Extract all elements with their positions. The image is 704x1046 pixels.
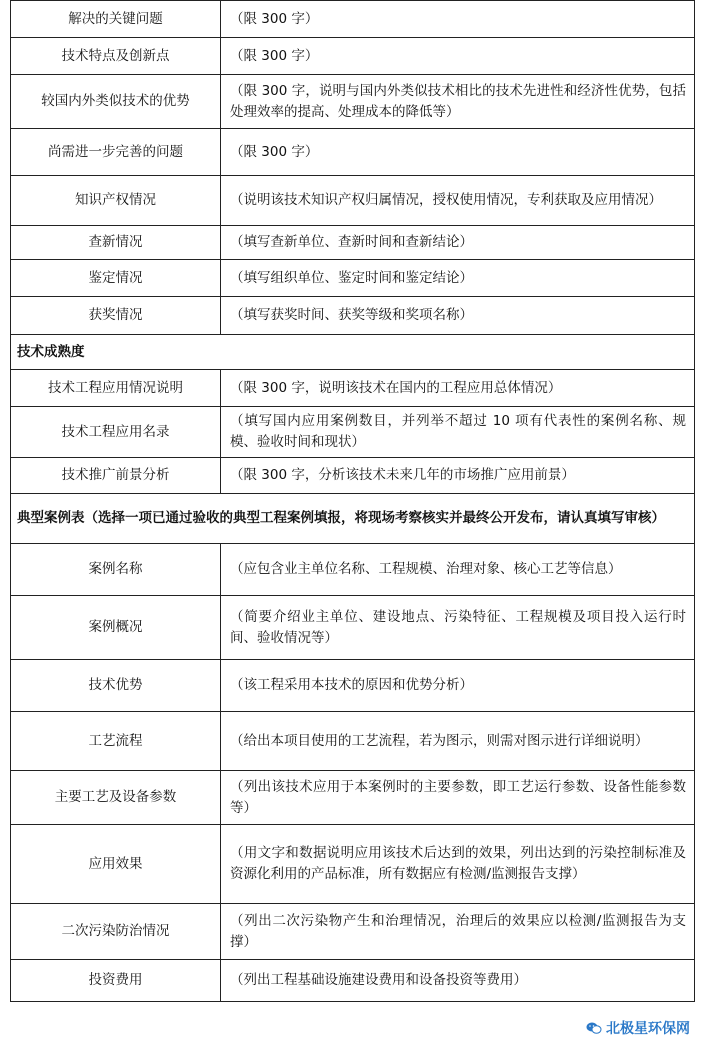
table-row (11, 297, 695, 335)
field-label: 案例名称 (11, 544, 221, 596)
field-label: 主要工艺及设备参数 (11, 771, 221, 825)
field-value: （限 300 字） (221, 129, 695, 176)
field-value: （填写国内应用案例数目，并列举不超过 10 项有代表性的案例名称、规模、验收时间和现状） (221, 407, 695, 458)
field-value: （简要介绍业主单位、建设地点、污染特征、工程规模及项目投入运行时间、验收情况等） (221, 596, 695, 660)
table-row (11, 544, 695, 596)
field-value: （列出工程基础设施建设费用和设备投资等费用） (221, 960, 695, 1002)
table-row (11, 596, 695, 660)
form-table (10, 0, 695, 1002)
field-label: 应用效果 (11, 825, 221, 904)
field-value: （限 300 字，分析该技术未来几年的市场推广应用前景） (221, 458, 695, 494)
table-row (11, 904, 695, 960)
table-row (11, 771, 695, 825)
watermark-text: 北极星环保网 (606, 1021, 690, 1037)
table-row (11, 660, 695, 712)
field-value: （填写组织单位、鉴定时间和鉴定结论） (221, 260, 695, 297)
table-row (11, 712, 695, 771)
field-label: 解决的关键问题 (11, 1, 221, 38)
field-value: （说明该技术知识产权归属情况，授权使用情况，专利获取及应用情况） (221, 176, 695, 226)
field-label: 技术优势 (11, 660, 221, 712)
table-row (11, 458, 695, 494)
table-row (11, 129, 695, 176)
field-value: （限 300 字） (221, 1, 695, 38)
field-label: 技术推广前景分析 (11, 458, 221, 494)
table-row (11, 1, 695, 38)
field-label: 查新情况 (11, 226, 221, 260)
field-label: 技术工程应用名录 (11, 407, 221, 458)
field-label: 工艺流程 (11, 712, 221, 771)
table-row (11, 226, 695, 260)
wechat-icon (586, 1021, 602, 1035)
form-body (11, 1, 695, 1002)
field-value: （该工程采用本技术的原因和优势分析） (221, 660, 695, 712)
field-label: 投资费用 (11, 960, 221, 1002)
watermark (582, 1016, 694, 1040)
form-sheet (10, 0, 695, 1002)
field-value: （限 300 字，说明该技术在国内的工程应用总体情况） (221, 370, 695, 407)
field-label: 二次污染防治情况 (11, 904, 221, 960)
field-value: （用文字和数据说明应用该技术后达到的效果，列出达到的污染控制标准及资源化利用的产品标准，所有数据应有检测/监测报告支撑） (221, 825, 695, 904)
table-row (11, 176, 695, 226)
field-label: 较国内外类似技术的优势 (11, 75, 221, 129)
field-label: 案例概况 (11, 596, 221, 660)
table-row (11, 960, 695, 1002)
field-value: （应包含业主单位名称、工程规模、治理对象、核心工艺等信息） (221, 544, 695, 596)
field-label: 技术特点及创新点 (11, 38, 221, 75)
field-label: 鉴定情况 (11, 260, 221, 297)
field-label: 技术工程应用情况说明 (11, 370, 221, 407)
field-label: 尚需进一步完善的问题 (11, 129, 221, 176)
section-row (11, 494, 695, 544)
field-label: 知识产权情况 (11, 176, 221, 226)
section-row (11, 335, 695, 370)
section-heading: 技术成熟度 (11, 335, 695, 370)
table-row (11, 75, 695, 129)
field-value: （填写获奖时间、获奖等级和奖项名称） (221, 297, 695, 335)
table-row (11, 38, 695, 75)
field-value: （列出该技术应用于本案例时的主要参数，即工艺运行参数、设备性能参数等） (221, 771, 695, 825)
table-row (11, 825, 695, 904)
table-row (11, 370, 695, 407)
table-row (11, 407, 695, 458)
table-row (11, 260, 695, 297)
field-label: 获奖情况 (11, 297, 221, 335)
field-value: （填写查新单位、查新时间和查新结论） (221, 226, 695, 260)
section-heading: 典型案例表（选择一项已通过验收的典型工程案例填报，将现场考察核实并最终公开发布，请认真填写审核） (11, 494, 695, 544)
field-value: （给出本项目使用的工艺流程，若为图示，则需对图示进行详细说明） (221, 712, 695, 771)
field-value: （限 300 字） (221, 38, 695, 75)
field-value: （限 300 字，说明与国内外类似技术相比的技术先进性和经济性优势，包括处理效率的提高、处理成本的降低等） (221, 75, 695, 129)
field-value: （列出二次污染物产生和治理情况，治理后的效果应以检测/监测报告为支撑） (221, 904, 695, 960)
